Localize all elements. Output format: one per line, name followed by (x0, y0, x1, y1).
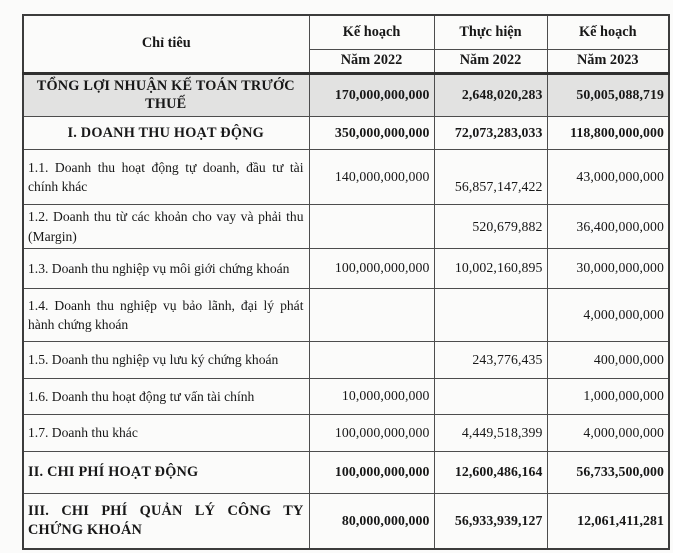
cell-plan-2022: 10,000,000,000 (309, 378, 434, 414)
row-1-3-brokerage (23, 248, 669, 288)
cell-actual-2022: 10,002,160,895 (434, 248, 547, 288)
header-criteria: Chỉ tiêu (23, 15, 309, 73)
cell-actual-2022: 243,776,435 (434, 341, 547, 378)
cell-actual-2022 (434, 288, 547, 341)
cell-plan-2022 (309, 341, 434, 378)
cell-plan-2023: 118,800,000,000 (547, 117, 669, 150)
header-actual-2022-period: Năm 2022 (434, 49, 547, 73)
cell-plan-2023: 4,000,000,000 (547, 288, 669, 341)
header-actual-2022-title: Thực hiện (434, 15, 547, 49)
row-label: 1.4. Doanh thu nghiệp vụ bảo lãnh, đại lý phát hành chứng khoán (23, 288, 309, 341)
header-plan-2022-period: Năm 2022 (309, 49, 434, 73)
cell-actual-2022: 56,857,147,422 (434, 150, 547, 205)
cell-plan-2023: 4,000,000,000 (547, 414, 669, 451)
header-plan-2023-period: Năm 2023 (547, 49, 669, 73)
cell-actual-2022: 4,449,518,399 (434, 414, 547, 451)
row-1-4-underwriting (23, 288, 669, 341)
row-label: 1.1. Doanh thu hoạt động tự doanh, đầu tư tài chính khác (23, 150, 309, 205)
row-operating-revenue (23, 117, 669, 150)
cell-plan-2022: 100,000,000,000 (309, 248, 434, 288)
row-1-5-depository (23, 341, 669, 378)
cell-plan-2023: 1,000,000,000 (547, 378, 669, 414)
row-label: III. CHI PHÍ QUẢN LÝ CÔNG TY CHỨNG KHOÁN (23, 493, 309, 549)
cell-plan-2022: 100,000,000,000 (309, 451, 434, 493)
table-body (23, 73, 669, 549)
cell-actual-2022: 2,648,020,283 (434, 73, 547, 117)
row-label: 1.7. Doanh thu khác (23, 414, 309, 451)
cell-actual-2022: 520,679,882 (434, 205, 547, 249)
cell-plan-2022 (309, 288, 434, 341)
cell-plan-2023: 30,000,000,000 (547, 248, 669, 288)
table-header (23, 15, 669, 73)
row-operating-expenses (23, 451, 669, 493)
cell-plan-2023: 400,000,000 (547, 341, 669, 378)
row-1-2-margin-lending (23, 205, 669, 249)
row-label: 1.6. Doanh thu hoạt động tư vấn tài chính (23, 378, 309, 414)
cell-plan-2023: 43,000,000,000 (547, 150, 669, 205)
cell-actual-2022 (434, 378, 547, 414)
row-total-pretax-profit (23, 73, 669, 117)
row-management-expenses (23, 493, 669, 549)
document-page (0, 14, 673, 553)
cell-plan-2022: 170,000,000,000 (309, 73, 434, 117)
cell-plan-2022: 80,000,000,000 (309, 493, 434, 549)
cell-actual-2022: 12,600,486,164 (434, 451, 547, 493)
cell-actual-2022: 72,073,283,033 (434, 117, 547, 150)
row-1-7-other-revenue (23, 414, 669, 451)
cell-plan-2022 (309, 205, 434, 249)
cell-plan-2022: 100,000,000,000 (309, 414, 434, 451)
row-label: 1.3. Doanh thu nghiệp vụ môi giới chứng khoán (23, 248, 309, 288)
header-plan-2023-title: Kế hoạch (547, 15, 669, 49)
cell-plan-2023: 36,400,000,000 (547, 205, 669, 249)
row-label: 1.2. Doanh thu từ các khoản cho vay và phải thu (Margin) (23, 205, 309, 249)
header-row-titles (23, 15, 669, 49)
row-label: TỔNG LỢI NHUẬN KẾ TOÁN TRƯỚC THUẾ (23, 73, 309, 117)
cell-plan-2022: 350,000,000,000 (309, 117, 434, 150)
cell-plan-2023: 56,733,500,000 (547, 451, 669, 493)
row-label: II. CHI PHÍ HOẠT ĐỘNG (23, 451, 309, 493)
row-1-1-proprietary-trading (23, 150, 669, 205)
row-label: 1.5. Doanh thu nghiệp vụ lưu ký chứng khoán (23, 341, 309, 378)
row-1-6-financial-advisory (23, 378, 669, 414)
financial-plan-table (22, 14, 670, 550)
cell-plan-2023: 50,005,088,719 (547, 73, 669, 117)
header-plan-2022-title: Kế hoạch (309, 15, 434, 49)
cell-actual-2022: 56,933,939,127 (434, 493, 547, 549)
cell-plan-2022: 140,000,000,000 (309, 150, 434, 205)
row-label: I. DOANH THU HOẠT ĐỘNG (23, 117, 309, 150)
cell-plan-2023: 12,061,411,281 (547, 493, 669, 549)
